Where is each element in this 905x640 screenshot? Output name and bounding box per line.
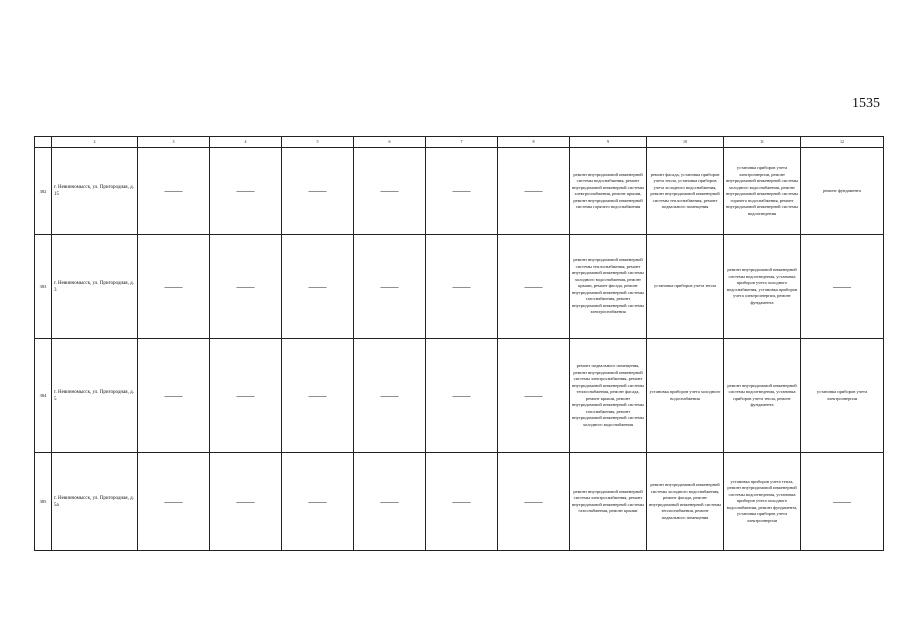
empty-cell: —— — [426, 235, 498, 339]
works-cell: установка приборов учета холодного водоснабжения — [647, 339, 724, 453]
empty-cell: —— — [801, 235, 884, 339]
works-cell: установка приборов учета электроэнергии, ремонт внутридомовой инженерной системы холодного водоснабжения, ремонт внутридомовой инженерной системы горячего водоснабжения, ремонт внутридомовой инженерной системы водоотведения — [724, 148, 801, 235]
column-header: 3 — [138, 137, 210, 148]
column-header — [35, 137, 52, 148]
empty-cell: —— — [210, 148, 282, 235]
empty-cell: —— — [210, 453, 282, 551]
empty-cell: —— — [354, 339, 426, 453]
column-header: 4 — [210, 137, 282, 148]
column-number-row — [35, 137, 884, 148]
column-header: 6 — [354, 137, 426, 148]
page-number: 1535 — [852, 96, 880, 111]
empty-cell: —— — [138, 148, 210, 235]
address-cell: г. Невинномысск, ул. Пригородная, д. 5а — [52, 453, 138, 551]
address-cell: г. Невинномысск, ул. Пригородная, д. 5 — [52, 339, 138, 453]
empty-cell: —— — [498, 339, 570, 453]
table-row — [35, 148, 884, 235]
column-header: 7 — [426, 137, 498, 148]
column-header: 11 — [724, 137, 801, 148]
empty-cell: —— — [426, 453, 498, 551]
empty-cell: —— — [282, 235, 354, 339]
row-number: 382 — [35, 148, 52, 235]
empty-cell: —— — [210, 235, 282, 339]
row-number: 383 — [35, 235, 52, 339]
empty-cell: —— — [282, 339, 354, 453]
empty-cell: —— — [354, 453, 426, 551]
works-cell: ремонт внутридомовой инженерной системы теплоснабжения, ремонт внутридомовой инженерной системы холодного водоснабжения, ремонт крыши, ремонт фасада, ремонт внутридомовой инженерной системы газоснабжения, ремонт внутридомовой инженерной системы электроснабжения — [570, 235, 647, 339]
empty-cell: —— — [498, 453, 570, 551]
table-row — [35, 235, 884, 339]
table-row — [35, 453, 884, 551]
row-number: 384 — [35, 339, 52, 453]
table-row — [35, 339, 884, 453]
empty-cell: —— — [426, 148, 498, 235]
address-cell: г. Невинномысск, ул. Пригородная, д. 3 — [52, 235, 138, 339]
row-number: 385 — [35, 453, 52, 551]
works-cell: установка приборов учета тепла, ремонт внутридомовой инженерной системы водоотведения, установка приборов учета холодного водоснабжения, ремонт фундамента, установка приборов учета электроэнергии — [724, 453, 801, 551]
empty-cell: —— — [498, 235, 570, 339]
empty-cell: —— — [354, 235, 426, 339]
address-cell: г. Невинномысск, ул. Пригородная, д. 15 — [52, 148, 138, 235]
empty-cell: —— — [138, 235, 210, 339]
works-cell: ремонт внутридомовой инженерной системы водоотведения, установка приборов учета тепла, ремонт фундамента — [724, 339, 801, 453]
works-cell: ремонт внутридомовой инженерной системы водоснабжения, ремонт внутридомовой инженерной системы электроснабжения, ремонт крыши, ремонт внутридомовой инженерной системы горячего водоснабжения — [570, 148, 647, 235]
empty-cell: —— — [138, 339, 210, 453]
empty-cell: —— — [210, 339, 282, 453]
column-header: 8 — [498, 137, 570, 148]
works-cell: ремонт внутридомовой инженерной системы электроснабжения, ремонт внутридомовой инженерной системы газоснабжения, ремонт крыши — [570, 453, 647, 551]
empty-cell: —— — [498, 148, 570, 235]
works-cell: ремонт подвального помещения, ремонт внутридомовой инженерной системы электроснабжения, ремонт внутридомовой инженерной системы теплоснабжения, ремонт фасада, ремонт крыши, ремонт внутридомовой инженерной системы газоснабжения, ремонт внутридомовой инженерной системы холодного водоснабжения — [570, 339, 647, 453]
empty-cell: —— — [426, 339, 498, 453]
column-header: 9 — [570, 137, 647, 148]
works-cell: ремонт внутридомовой инженерной системы холодного водоснабжения, ремонт фасада, ремонт внутридомовой инженерной системы теплоснабжения, ремонт подвального помещения — [647, 453, 724, 551]
works-cell: ремонт фасада, установка приборов учета тепла, установка приборов учета холодного водоснабжения, ремонт внутридомовой инженерной системы теплоснабжения, ремонт подвального помещения — [647, 148, 724, 235]
housing-repair-table — [34, 136, 884, 551]
empty-cell: —— — [282, 453, 354, 551]
column-header: 10 — [647, 137, 724, 148]
works-cell: ремонт фундамента — [801, 148, 884, 235]
column-header: 12 — [801, 137, 884, 148]
works-cell: установка приборов учета электроэнергии — [801, 339, 884, 453]
works-cell: установка приборов учета тепла — [647, 235, 724, 339]
empty-cell: —— — [138, 453, 210, 551]
empty-cell: —— — [801, 453, 884, 551]
column-header: 2 — [52, 137, 138, 148]
works-cell: ремонт внутридомовой инженерной системы водоотведения, установка приборов учета холодного водоснабжения, установка приборов учета электроэнергии, ремонт фундамента — [724, 235, 801, 339]
empty-cell: —— — [282, 148, 354, 235]
empty-cell: —— — [354, 148, 426, 235]
column-header: 5 — [282, 137, 354, 148]
